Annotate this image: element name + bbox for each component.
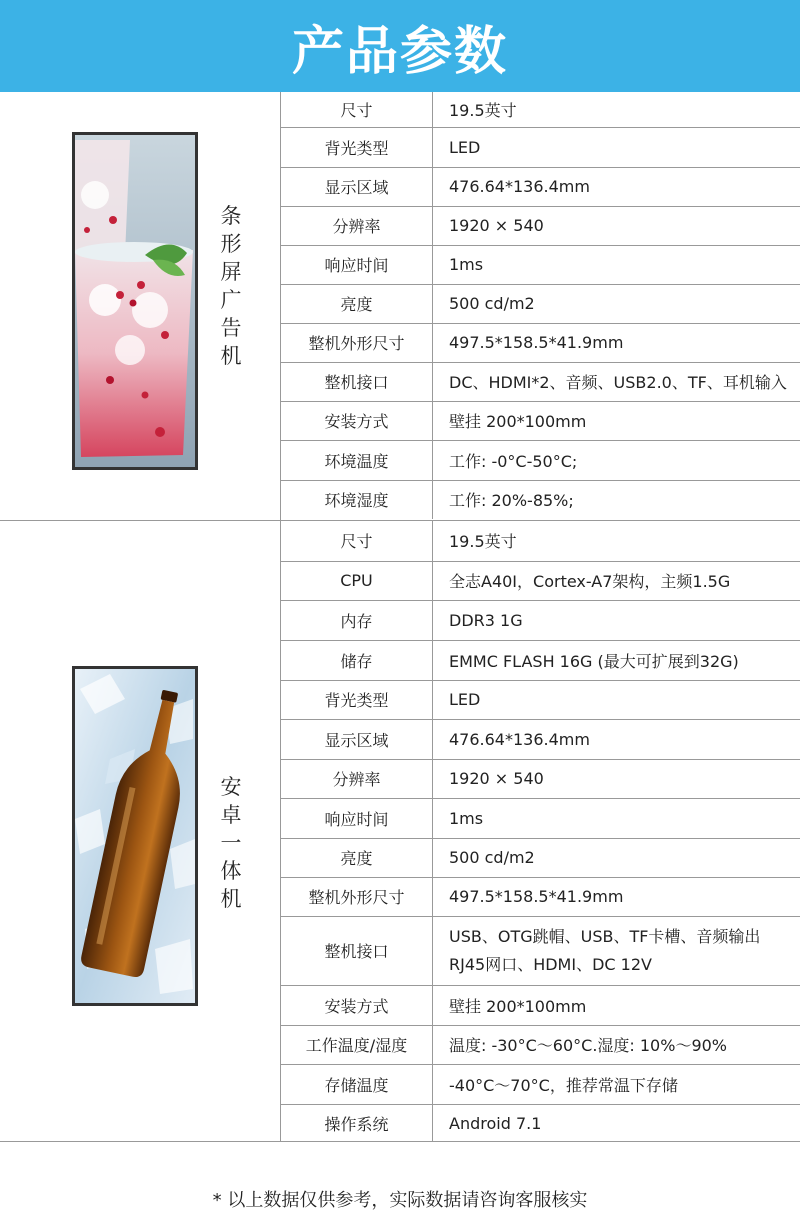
product-image-beer	[72, 666, 198, 1006]
section-android-unit	[0, 521, 800, 1142]
spec-value-line: RJ45网口、HDMI、DC 12V	[449, 954, 652, 974]
spec-key: 亮度	[281, 284, 433, 323]
spec-value: 500 cd/m2	[433, 284, 800, 323]
spec-value: 497.5*158.5*41.9mm	[433, 323, 800, 362]
spec-key: 操作系统	[281, 1104, 433, 1142]
spec-key: 分辨率	[281, 759, 433, 798]
spec-key: 背光类型	[281, 680, 433, 719]
spec-key: 尺寸	[281, 92, 433, 127]
spec-table	[281, 521, 800, 1142]
table-row	[281, 284, 800, 323]
spec-key: 响应时间	[281, 245, 433, 284]
label-char: 广	[220, 288, 242, 312]
table-row	[281, 245, 800, 284]
spec-value: DDR3 1G	[433, 600, 800, 640]
spec-key: 整机接口	[281, 362, 433, 401]
spec-value: 工作: -0°C-50°C;	[433, 440, 800, 480]
product-column	[0, 521, 281, 1141]
table-row	[281, 838, 800, 877]
table-row	[281, 167, 800, 206]
table-row	[281, 916, 800, 985]
section-bar-display	[0, 92, 800, 521]
spec-value	[433, 916, 800, 985]
spec-value: 19.5英寸	[433, 521, 800, 561]
spec-key: 整机接口	[281, 916, 433, 985]
spec-value: 497.5*158.5*41.9mm	[433, 877, 800, 916]
label-char: 屏	[220, 260, 242, 284]
product-image-drink	[72, 132, 198, 470]
spec-key: 内存	[281, 600, 433, 640]
spec-key: 工作温度/湿度	[281, 1025, 433, 1064]
spec-value: 1920 × 540	[433, 206, 800, 245]
spec-value: DC、HDMI*2、音频、USB2.0、TF、耳机输入	[433, 362, 800, 401]
table-row	[281, 1104, 800, 1142]
table-row	[281, 521, 800, 561]
label-char: 机	[220, 344, 242, 368]
table-row	[281, 92, 800, 127]
label-char: 卓	[220, 803, 242, 827]
spec-key: 亮度	[281, 838, 433, 877]
spec-key: 储存	[281, 640, 433, 680]
table-row	[281, 640, 800, 680]
spec-value: 1920 × 540	[433, 759, 800, 798]
spec-key: 响应时间	[281, 798, 433, 838]
spec-value: LED	[433, 680, 800, 719]
table-row	[281, 985, 800, 1025]
spec-key: 显示区域	[281, 719, 433, 759]
spec-value: 工作: 20%-85%;	[449, 491, 574, 511]
table-row	[281, 798, 800, 838]
spec-key: 显示区域	[281, 167, 433, 206]
page-title: 产品参数	[291, 21, 508, 82]
spec-value: 476.64*136.4mm	[433, 719, 800, 759]
spec-key: 分辨率	[281, 206, 433, 245]
spec-key: CPU	[281, 561, 433, 600]
spec-value: 1ms	[433, 245, 800, 284]
label-char: 一	[220, 831, 242, 855]
table-row	[281, 440, 800, 480]
table-row	[281, 1064, 800, 1104]
spec-table	[281, 92, 800, 519]
table-row	[281, 759, 800, 798]
table-row	[281, 561, 800, 600]
spec-value: EMMC FLASH 16G (最大可扩展到32G)	[433, 640, 800, 680]
spec-key: 安装方式	[281, 985, 433, 1025]
table-row	[281, 877, 800, 916]
spec-value: 1ms	[433, 798, 800, 838]
spec-value-line: USB、OTG跳帽、USB、TF卡槽、音频输出	[449, 926, 761, 946]
label-char: 机	[220, 887, 242, 911]
table-row	[281, 323, 800, 362]
spec-value: 壁挂 200*100mm	[433, 401, 800, 440]
label-char: 形	[220, 232, 242, 256]
table-row	[281, 401, 800, 440]
spec-key: 整机外形尺寸	[281, 323, 433, 362]
product-column	[0, 92, 281, 520]
table-row	[281, 719, 800, 759]
label-char: 条	[220, 204, 242, 228]
table-row	[281, 127, 800, 167]
spec-value: -40°C～70°C，推荐常温下存储	[433, 1064, 800, 1104]
product-label-android-unit	[216, 773, 246, 913]
spec-value: 500 cd/m2	[433, 838, 800, 877]
spec-key: 存储温度	[281, 1064, 433, 1104]
footnote: * 以上数据仅供参考，实际数据请咨询客服核实	[212, 1190, 588, 1211]
label-char: 告	[220, 316, 242, 340]
product-label-bar-display	[216, 202, 246, 370]
spec-key: 整机外形尺寸	[281, 877, 433, 916]
spec-key: 安装方式	[281, 401, 433, 440]
spec-value: LED	[433, 127, 800, 167]
spec-value: 壁挂 200*100mm	[433, 985, 800, 1025]
spec-value: 温度: -30°C～60°C.湿度: 10%～90%	[433, 1025, 800, 1064]
label-char: 体	[220, 859, 242, 883]
table-row	[281, 1025, 800, 1064]
table-row	[281, 480, 800, 519]
spec-key: 尺寸	[281, 521, 433, 561]
spec-key: 环境温度	[281, 440, 433, 480]
label-char: 安	[220, 775, 242, 799]
table-row	[281, 362, 800, 401]
spec-key: 背光类型	[281, 127, 433, 167]
table-row	[281, 680, 800, 719]
spec-value: 全志A40I，Cortex-A7架构，主频1.5G	[433, 561, 800, 600]
spec-value: Android 7.1	[449, 1113, 542, 1133]
table-row	[281, 600, 800, 640]
header-banner	[0, 0, 800, 92]
spec-value: 476.64*136.4mm	[433, 167, 800, 206]
table-row	[281, 206, 800, 245]
spec-value: 19.5英寸	[433, 92, 800, 127]
spec-key: 环境湿度	[281, 480, 433, 519]
